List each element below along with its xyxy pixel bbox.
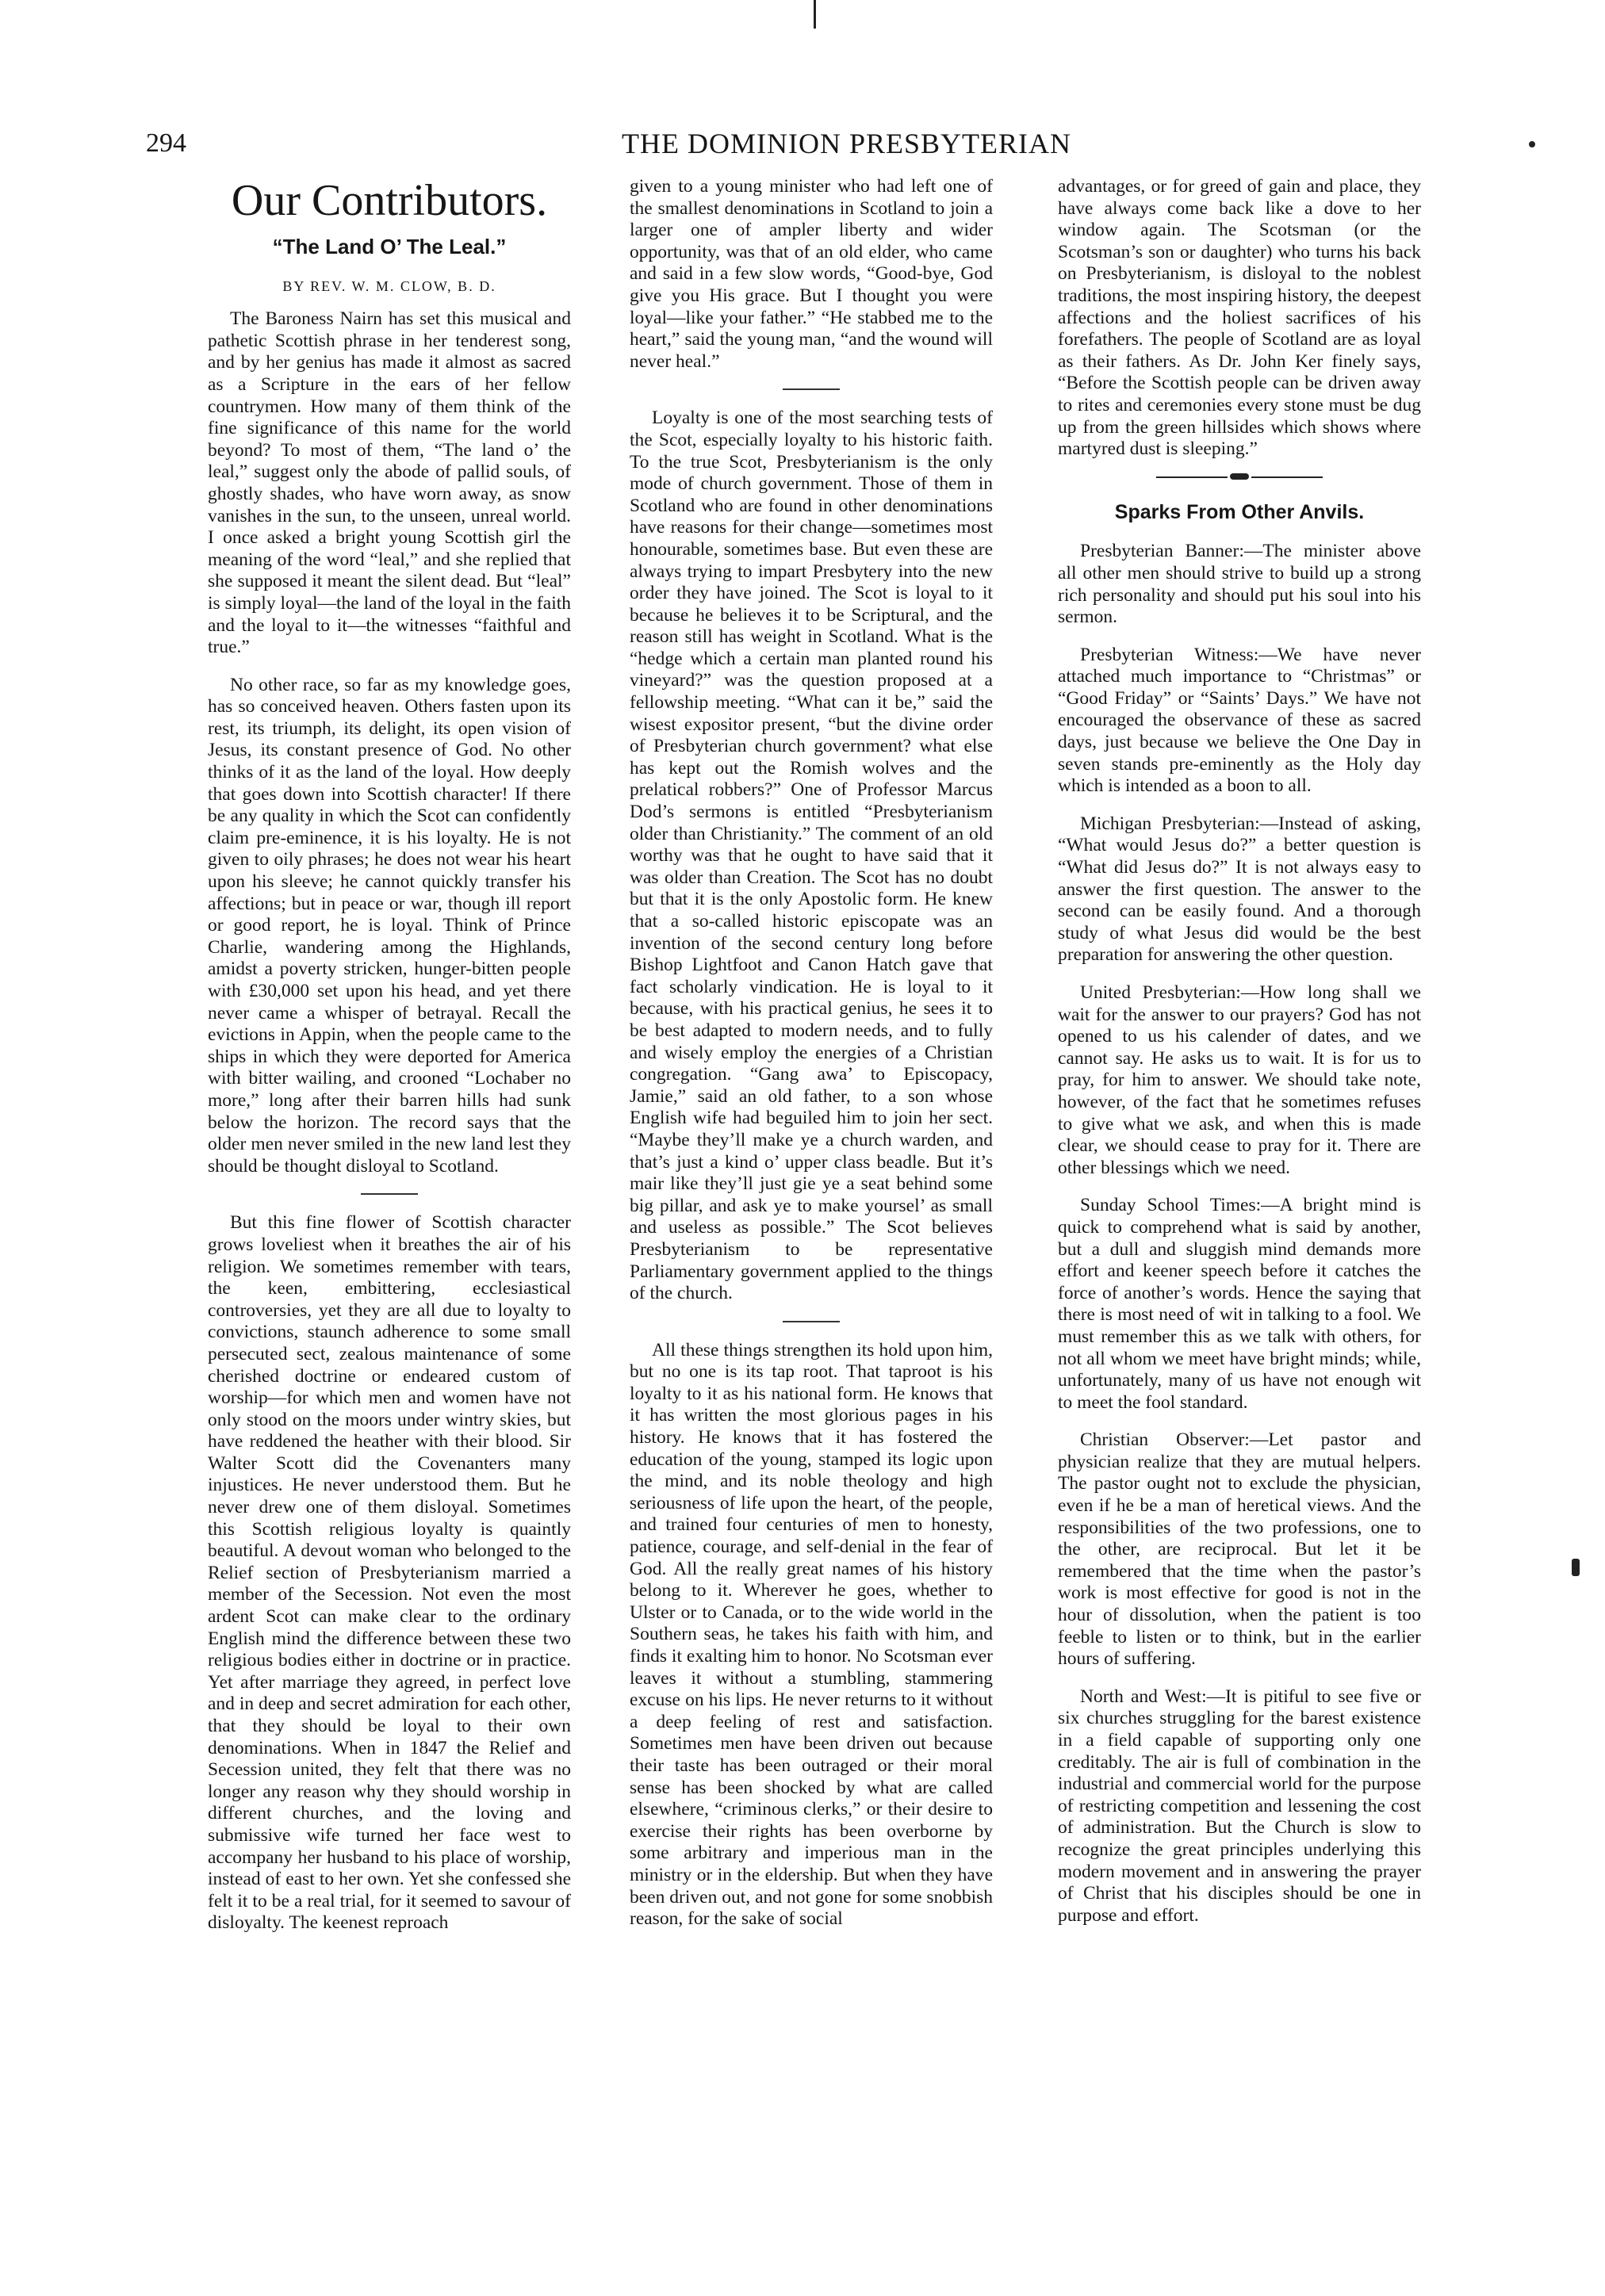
article-paragraph: All these things strengthen its hold upon him, but no one is its tap root. That taproot is his loyalty to it as his national form. He knows that it has written the most glorious pages in his history. He knows that it has fostered the education of the young, stamped its logic upon the mind, and its noble theology and high seriousness of life upon the heart, of the people, and trained four centuries of men to honesty, patience, courage, and self-denial in the fear of God. All the really great names of his history belong to it. Wherever he goes, whether to Ulster or to Canada, or to the wide world in the Southern seas, he takes his faith with him, and finds it exalting him to honor. No Scotsman ever leaves it without a stumbling, stammering excuse on his lips. He never returns to it without a deep feeling of rest and satisfaction. Sometimes men have been driven out because their taste has been outraged or their moral sense has been shocked by what are called elsewhere, “criminous clerks,” or their desire to exercise their rights has been overborne by some arbitrary and imperious man in the ministry or in the eldership. But when they have been driven out, and not gone for some snobbish reason, for the sake of social <box>630 1339 993 1930</box>
sparks-item: Christian Observer:—Let pastor and physician realize that they are mutual helpers. The pastor ought not to exclude the physician, even if he be a man of heretical views. And the responsibilities of the two professions, one to the other, are reciprocal. But let it be remembered that the time when the pastor’s work is most effective for good is not in the hour of dissolution, when the patient is too feeble to listen or to think, but in the earlier hours of suffering. <box>1058 1429 1421 1670</box>
section-title: Our Contributors. <box>231 176 548 225</box>
sparks-item: Presbyterian Banner:—The minister above all other men should strive to build up a strong rich personality and should put his soul into his sermon. <box>1058 541 1421 628</box>
sparks-item: United Presbyterian:—How long shall we wait for the answer to our prayers? God has not opened to us his calender of dates, and we cannot say. He asks us to wait. It is for us to pray, for him to answer. We should take note, however, of the fact that he sometimes refuses to give what we ask, and when this is made clear, we should cease to pray for it. There are other blessings which we need. <box>1058 982 1421 1178</box>
sparks-heading: Sparks From Other Anvils. <box>1114 500 1365 523</box>
sparks-item: Presbyterian Witness:—We have never attached much importance to “Christmas” or “Good Friday” or “Saints’ Days.” We have not encouraged the observance of these as sacred days, just because we believe the One Day in seven stands pre-eminently as the Holy day which is intended as a boon to all. <box>1058 644 1421 797</box>
running-head: THE DOMINION PRESBYTERIAN <box>622 128 1071 159</box>
article-paragraph: given to a young minister who had left one of the smallest denominations in Scotland to join a larger one of ampler liberty and wider opportunity, was that of an old elder, who came and said in a few slow words, “Good-bye, God give you His grace. But I thought you were loyal—like your father.” “He stabbed me to the heart,” said the young man, “and the wound will never heal.” <box>630 176 993 372</box>
ornamental-divider <box>1156 476 1323 478</box>
sparks-item: Sunday School Times:—A bright mind is quick to comprehend what is said by another, but a dull and sluggish mind demands more effort and keener speech before it catches the force of another’s words. Hence the saying that there is most need of wit in talking to a fool. We must remember this as we talk with others, for not all whom we meet have bright minds; while, unfortunately, many of us have not enough wit to meet the fool standard. <box>1058 1195 1421 1413</box>
binding-mark <box>814 0 816 29</box>
section-divider <box>783 388 840 390</box>
article-paragraph: But this fine flower of Scottish character grows loveliest when it breathes the air of his religion. We sometimes remember with tears, the keen, embittering, ecclesiastical controversies, yet they are all due to loyalty to convictions, staunch adherence to some small persecuted sect, zealous maintenance of some cherished doctrine or endeared custom of worship—for which men and women have not only stood on the moors under wintry skies, but have reddened the heather with their blood. Sir Walter Scott did the Covenanters many injustices. He never understood them. But he never drew one of them disloyal. Sometimes this Scottish religious loyalty is quaintly beautiful. A devout woman who belonged to the Relief section of Presbyterianism married a member of the Secession. Not even the most ardent Scot can make clear to the ordinary English mind the difference between these two religious bodies either in doctrine or in practice. Yet after marriage they agreed, in perfect love and in deep and secret admiration for each other, that they should be loyal to their own denominations. When in 1847 the Relief and Secession united, they felt that there was no longer any reason why they should worship in different churches, and the loving and submissive wife turned her face west to accompany her husband to his place of worship, instead of east to her own. Yet she confessed she felt it to be a real trial, for it seemed to savour of disloyalty. The keenest reproach <box>208 1212 571 1934</box>
section-divider <box>361 1193 418 1195</box>
article-paragraph: The Baroness Nairn has set this musical and pathetic Scottish phrase in her tenderest song, and by her genius has made it almost as sacred as a Scripture in the ears of her fellow countrymen. How many of them think of the fine significance of this name for the world beyond? To most of them, “The land o’ the leal,” suggest only the abode of pallid souls, of ghostly shades, who have worn away, as snow vanishes in the sun, to the unseen, unreal world. I once asked a bright young Scottish girl the meaning of the word “leal,” and she replied that she supposed it meant the silent dead. But “leal” is simply loyal—the land of the loyal in the faith and the loyal to it—the witnesses “faithful and true.” <box>208 308 571 658</box>
byline: BY REV. W. M. CLOW, B. D. <box>282 277 496 294</box>
article-paragraph: advantages, or for greed of gain and place, they have always come back like a dove to her window again. The Scotsman (or the Scotsman’s son or daughter) who turns his back on Presbyterianism, is disloyal to the noblest traditions, the most inspiring history, the deepest affections and the holiest sacrifices of his forefathers. The people of Scotland are as loyal as their fathers. As Dr. John Ker finely says, “Before the Scottish people can be driven away to rites and ceremonies every stone must be dug up from the green hillsides which shows where martyred dust is sleeping.” <box>1058 176 1421 460</box>
sparks-item: North and West:—It is pitiful to see five or six churches struggling for the barest existence in a field capable of supporting only one creditably. The air is full of combination in the industrial and commercial world for the purpose of restricting competition and lessening the cost of administration. But the Church is slow to recognize the great principles underlying this modern movement and in answering the prayer of Christ that his disciples should be one in purpose and effort. <box>1058 1686 1421 1926</box>
column-1 <box>208 176 571 2269</box>
ink-speck <box>1529 141 1535 147</box>
column-3 <box>1058 176 1421 2269</box>
page-edge-mark <box>1572 1559 1580 1576</box>
article-title: “The Land O’ The Leal.” <box>272 235 507 258</box>
sparks-item: Michigan Presbyterian:—Instead of asking, “What would Jesus do?” a better question is “What did Jesus do?” It is not always easy to answer the first question. The answer to the second can be easily found. And a thorough study of what Jesus did would be the best preparation for answering the other question. <box>1058 813 1421 966</box>
article-paragraph: Loyalty is one of the most searching tests of the Scot, especially loyalty to his historic faith. To the true Scot, Presbyterianism is the only mode of church government. Those of them in Scotland who are found in other denominations have reasons for their change—sometimes most honourable, sometimes base. But even these are always trying to impart Presbytery into the new order they have joined. The Scot is loyal to it because he believes it to be Scriptural, and the reason still has weight in Scotland. What is the “hedge which a certain man planted round his vineyard?” was the question proposed at a fellowship meeting. “What can it be,” said the wisest expositor present, “but the divine order of Presbyterian church government? what else has kept out the Romish wolves and the prelatical robbers?” One of Professor Marcus Dod’s sermons is entitled “Presbyterianism older than Christianity.” The comment of an old worthy was that he ought to have said that it was older than Creation. The Scot has no doubt but that it is the only Apostolic form. He knew that a so-called historic episcopate was an invention of the second century long before Bishop Lightfoot and Canon Hatch gave that fact scholarly vindication. He is loyal to it because, with his practical genius, he sees it to be best adapted to modern needs, and to fully and wisely employ the energies of a Christian congregation. “Gang awa’ to Episcopacy, Jamie,” said an old father, to a son whose English wife had beguiled him to join her sect. “Maybe they’ll make ye a church warden, and that’s just a kind o’ upper class beadle. But it’s mair like they’ll just gie ye a seat behind some big pillar, and ask ye to make yoursel’ as small and useless as possible.” The Scot believes Presbyterianism to be representative Parliamentary government applied to the things of the church. <box>630 408 993 1304</box>
page-number: 294 <box>146 128 186 158</box>
section-divider <box>783 1321 840 1322</box>
article-paragraph: No other race, so far as my knowledge goes, has so conceived heaven. Others fasten upon its rest, its triumph, its delight, its open vision of Jesus, its constant presence of God. No other thinks of it as the land of the loyal. How deeply that goes down into Scottish character! If there be any quality in which the Scot can confidently claim pre-eminence, it is his loyalty. He is not given to oily phrases; he does not wear his heart upon his sleeve; he cannot quickly transfer his affections; but in peace or war, though ill report or good report, he is loyal. Think of Prince Charlie, wandering among the Highlands, amidst a poverty stricken, hunger-bitten people with £30,000 set upon his head, and yet there never came a whisper of betrayal. Recall the evictions in Appin, when the people came to the ships in which they were deported for America with bitter wailing, and crooned “Lochaber no more,” long after their barren hills had sunk below the horizon. The record says that the older men never smiled in the new land lest they should be thought disloyal to Scotland. <box>208 674 571 1177</box>
column-2 <box>630 176 993 2269</box>
